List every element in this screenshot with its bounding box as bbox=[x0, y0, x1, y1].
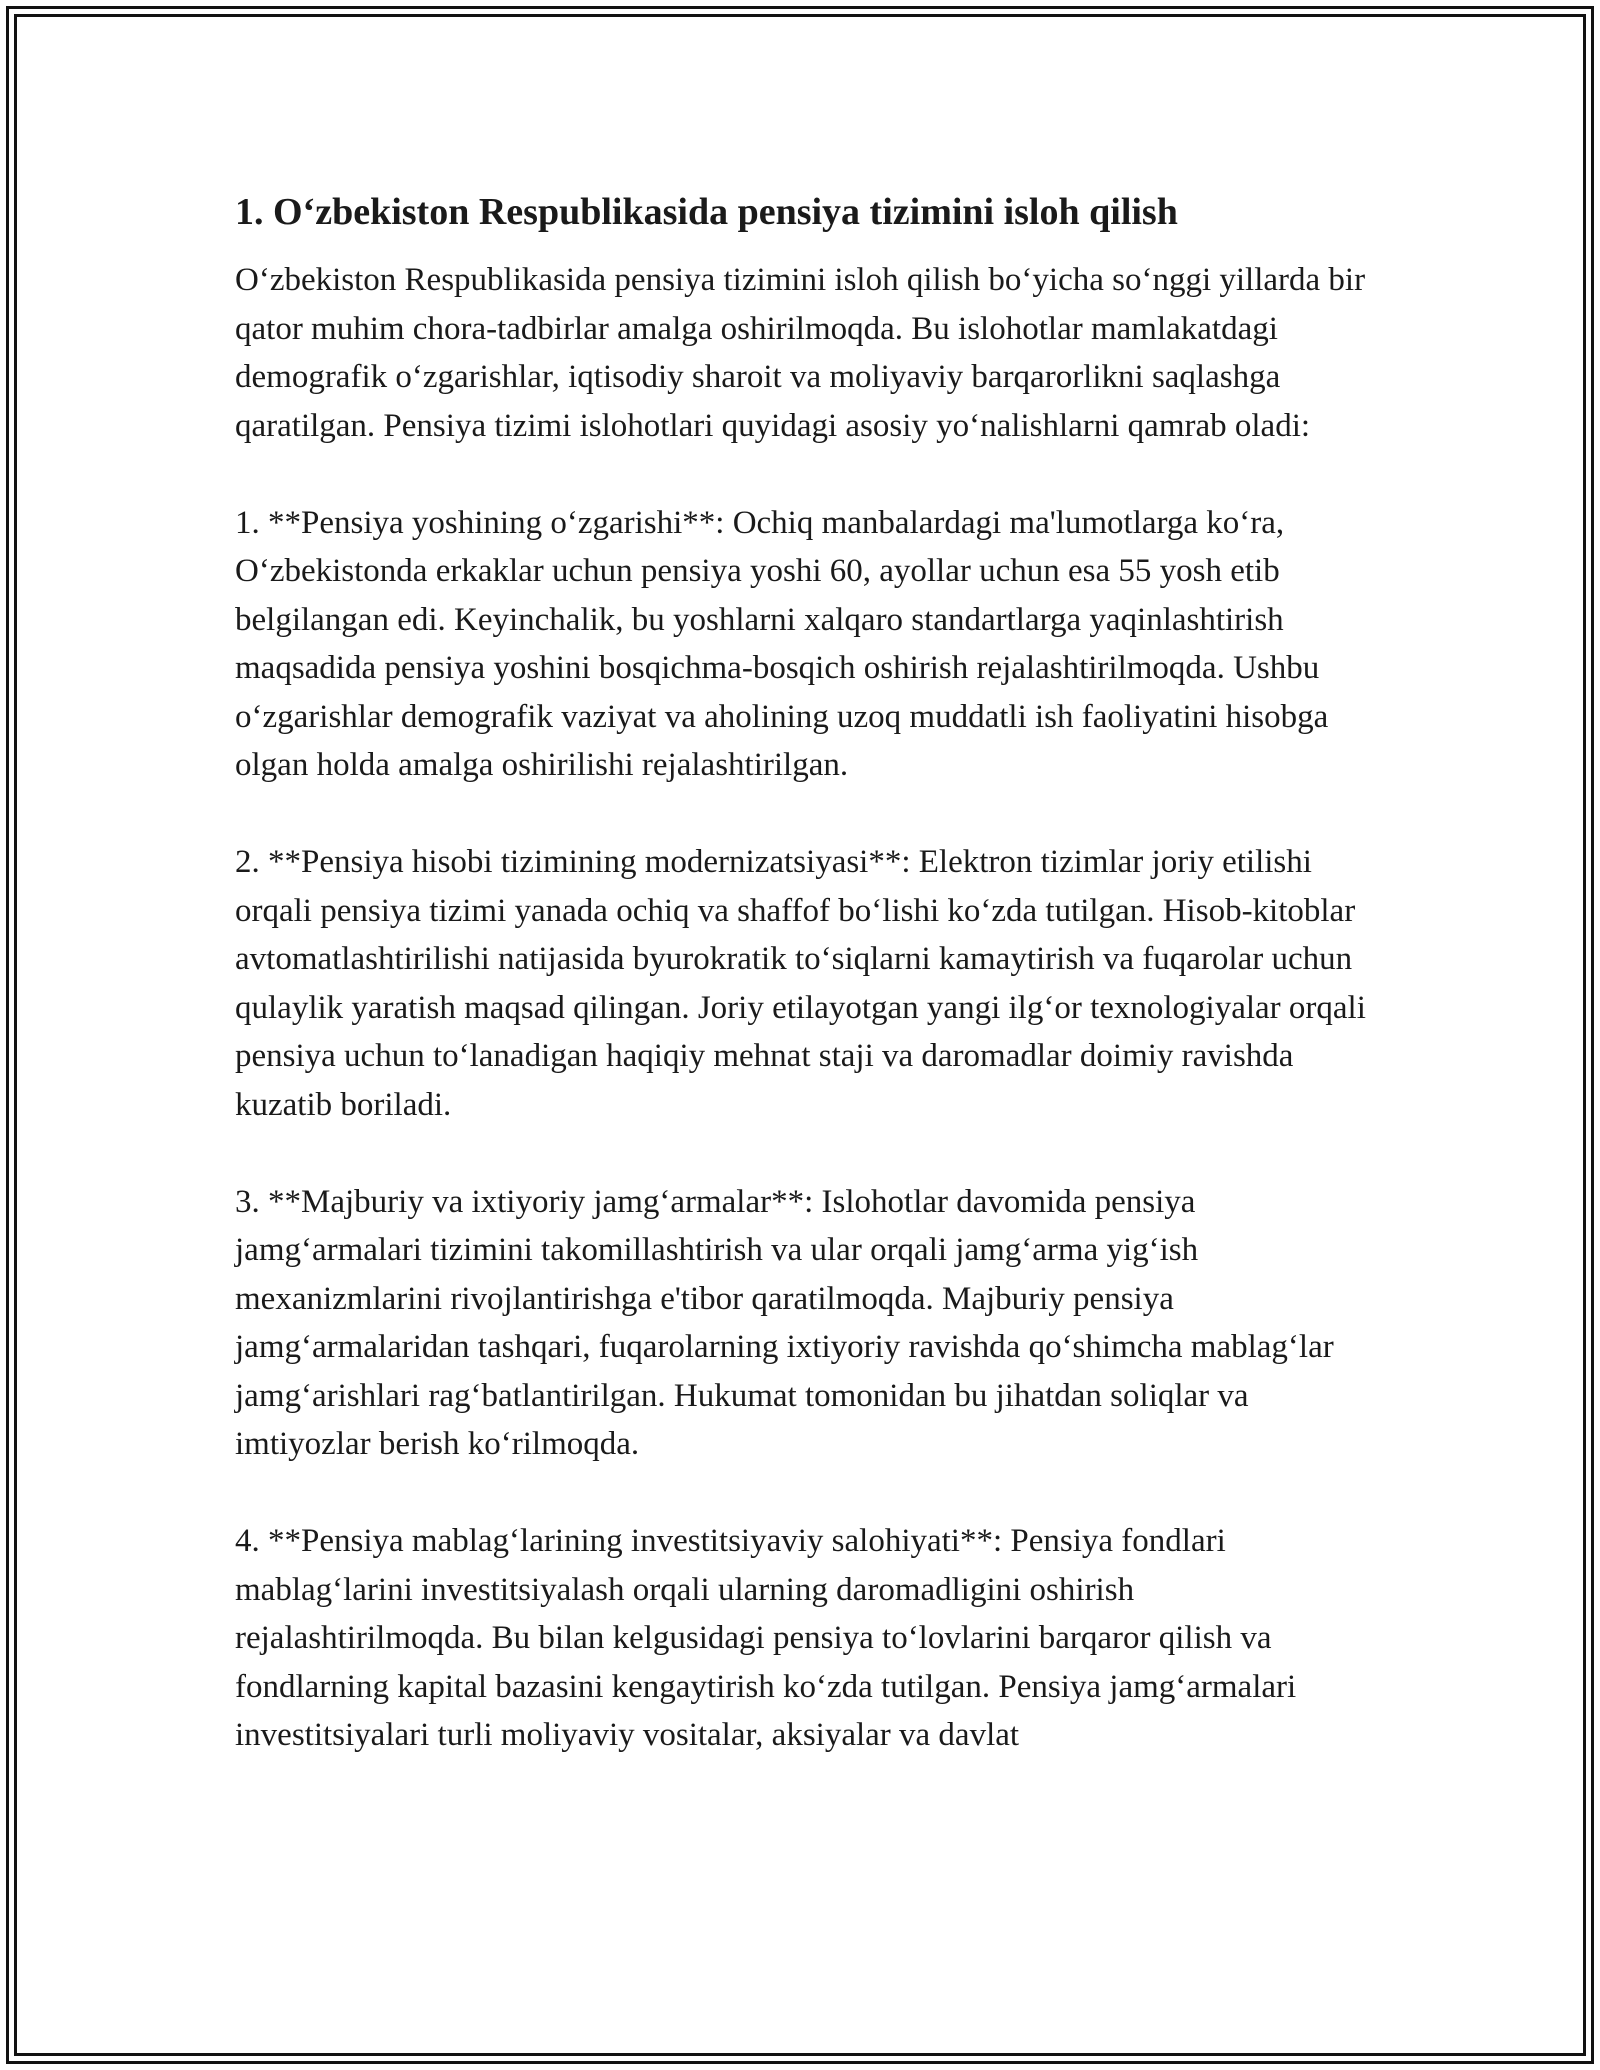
intro-paragraph: Oʻzbekiston Respublikasida pensiya tizimini isloh qilish boʻyicha soʻnggi yillarda bir qator muhim chora-tadbirlar amalga oshirilmoqda. Bu islohotlar mamlakatdagi demografik oʻzgarishlar, iqtisodiy sharoit va moliyaviy barqarorlikni saqlashga qaratilgan. Pensiya tizimi islohotlari quyidagi asosiy yoʻnalishlarni qamrab oladi: bbox=[235, 262, 1366, 444]
section-heading: 1. Oʻzbekiston Respublikasida pensiya tizimini isloh qilish bbox=[235, 191, 1178, 233]
paragraph-accounting-modernization: 2. **Pensiya hisobi tizimining modernizatsiyasi**: Elektron tizimlar joriy etilishi orqali pensiya tizimi yanada ochiq va shaffof boʻlishi koʻzda tutilgan. Hisob-kitoblar avtomatlashtirilishi natijasida byurokratik toʻsiqlarni kamaytirish va fuqarolar uchun qulaylik yaratish maqsad qilingan. Joriy etilayotgan yangi ilgʻor texnologiyalar orqali pensiya uchun toʻlanadigan haqiqiy mehnat staji va daromadlar doimiy ravishda kuzatib boriladi. bbox=[235, 844, 1366, 1123]
paragraph-pension-age: 1. **Pensiya yoshining oʻzgarishi**: Ochiq manbalardagi ma'lumotlarga koʻra, Oʻzbekistonda erkaklar uchun pensiya yoshi 60, ayollar uchun esa 55 yosh etib belgilangan edi. Keyinchalik, bu yoshlarni xalqaro standartlarga yaqinlashtirish maqsadida pensiya yoshini bosqichma-bosqich oshirish rejalashtirilmoqda. Ushbu oʻzgarishlar demografik vaziyat va aholining uzoq muddatli ish faoliyatini hisobga olgan holda amalga oshirilishi rejalashtirilgan. bbox=[235, 504, 1329, 783]
paragraph-investment: 4. **Pensiya mablagʻlarining investitsiyaviy salohiyati**: Pensiya fondlari mablagʻlarini investitsiyalash orqali ularning daromadligini oshirish rejalashtirilmoqda. Bu bilan kelgusidagi pensiya toʻlovlarini barqaror qilish va fondlarning kapital bazasini kengaytirish koʻzda tutilgan. Pensiya jamgʻarmalari investitsiyalari turli moliyaviy vositalar, aksiyalar va davlat bbox=[235, 1523, 1297, 1753]
paragraph-savings: 3. **Majburiy va ixtiyoriy jamgʻarmalar**: Islohotlar davomida pensiya jamgʻarmalari tizimini takomillashtirish va ular orqali jamgʻarma yigʻish mexanizmlarini rivojlantirishga e'tibor qaratilmoqda. Majburiy pensiya jamgʻarmalaridan tashqari, fuqarolarning ixtiyoriy ravishda qoʻshimcha mablagʻlar jamgʻarishlari ragʻbatlantirilgan. Hukumat tomonidan bu jihatdan soliqlar va imtiyozlar berish koʻrilmoqda. bbox=[235, 1183, 1334, 1462]
document-body bbox=[235, 186, 1375, 1760]
